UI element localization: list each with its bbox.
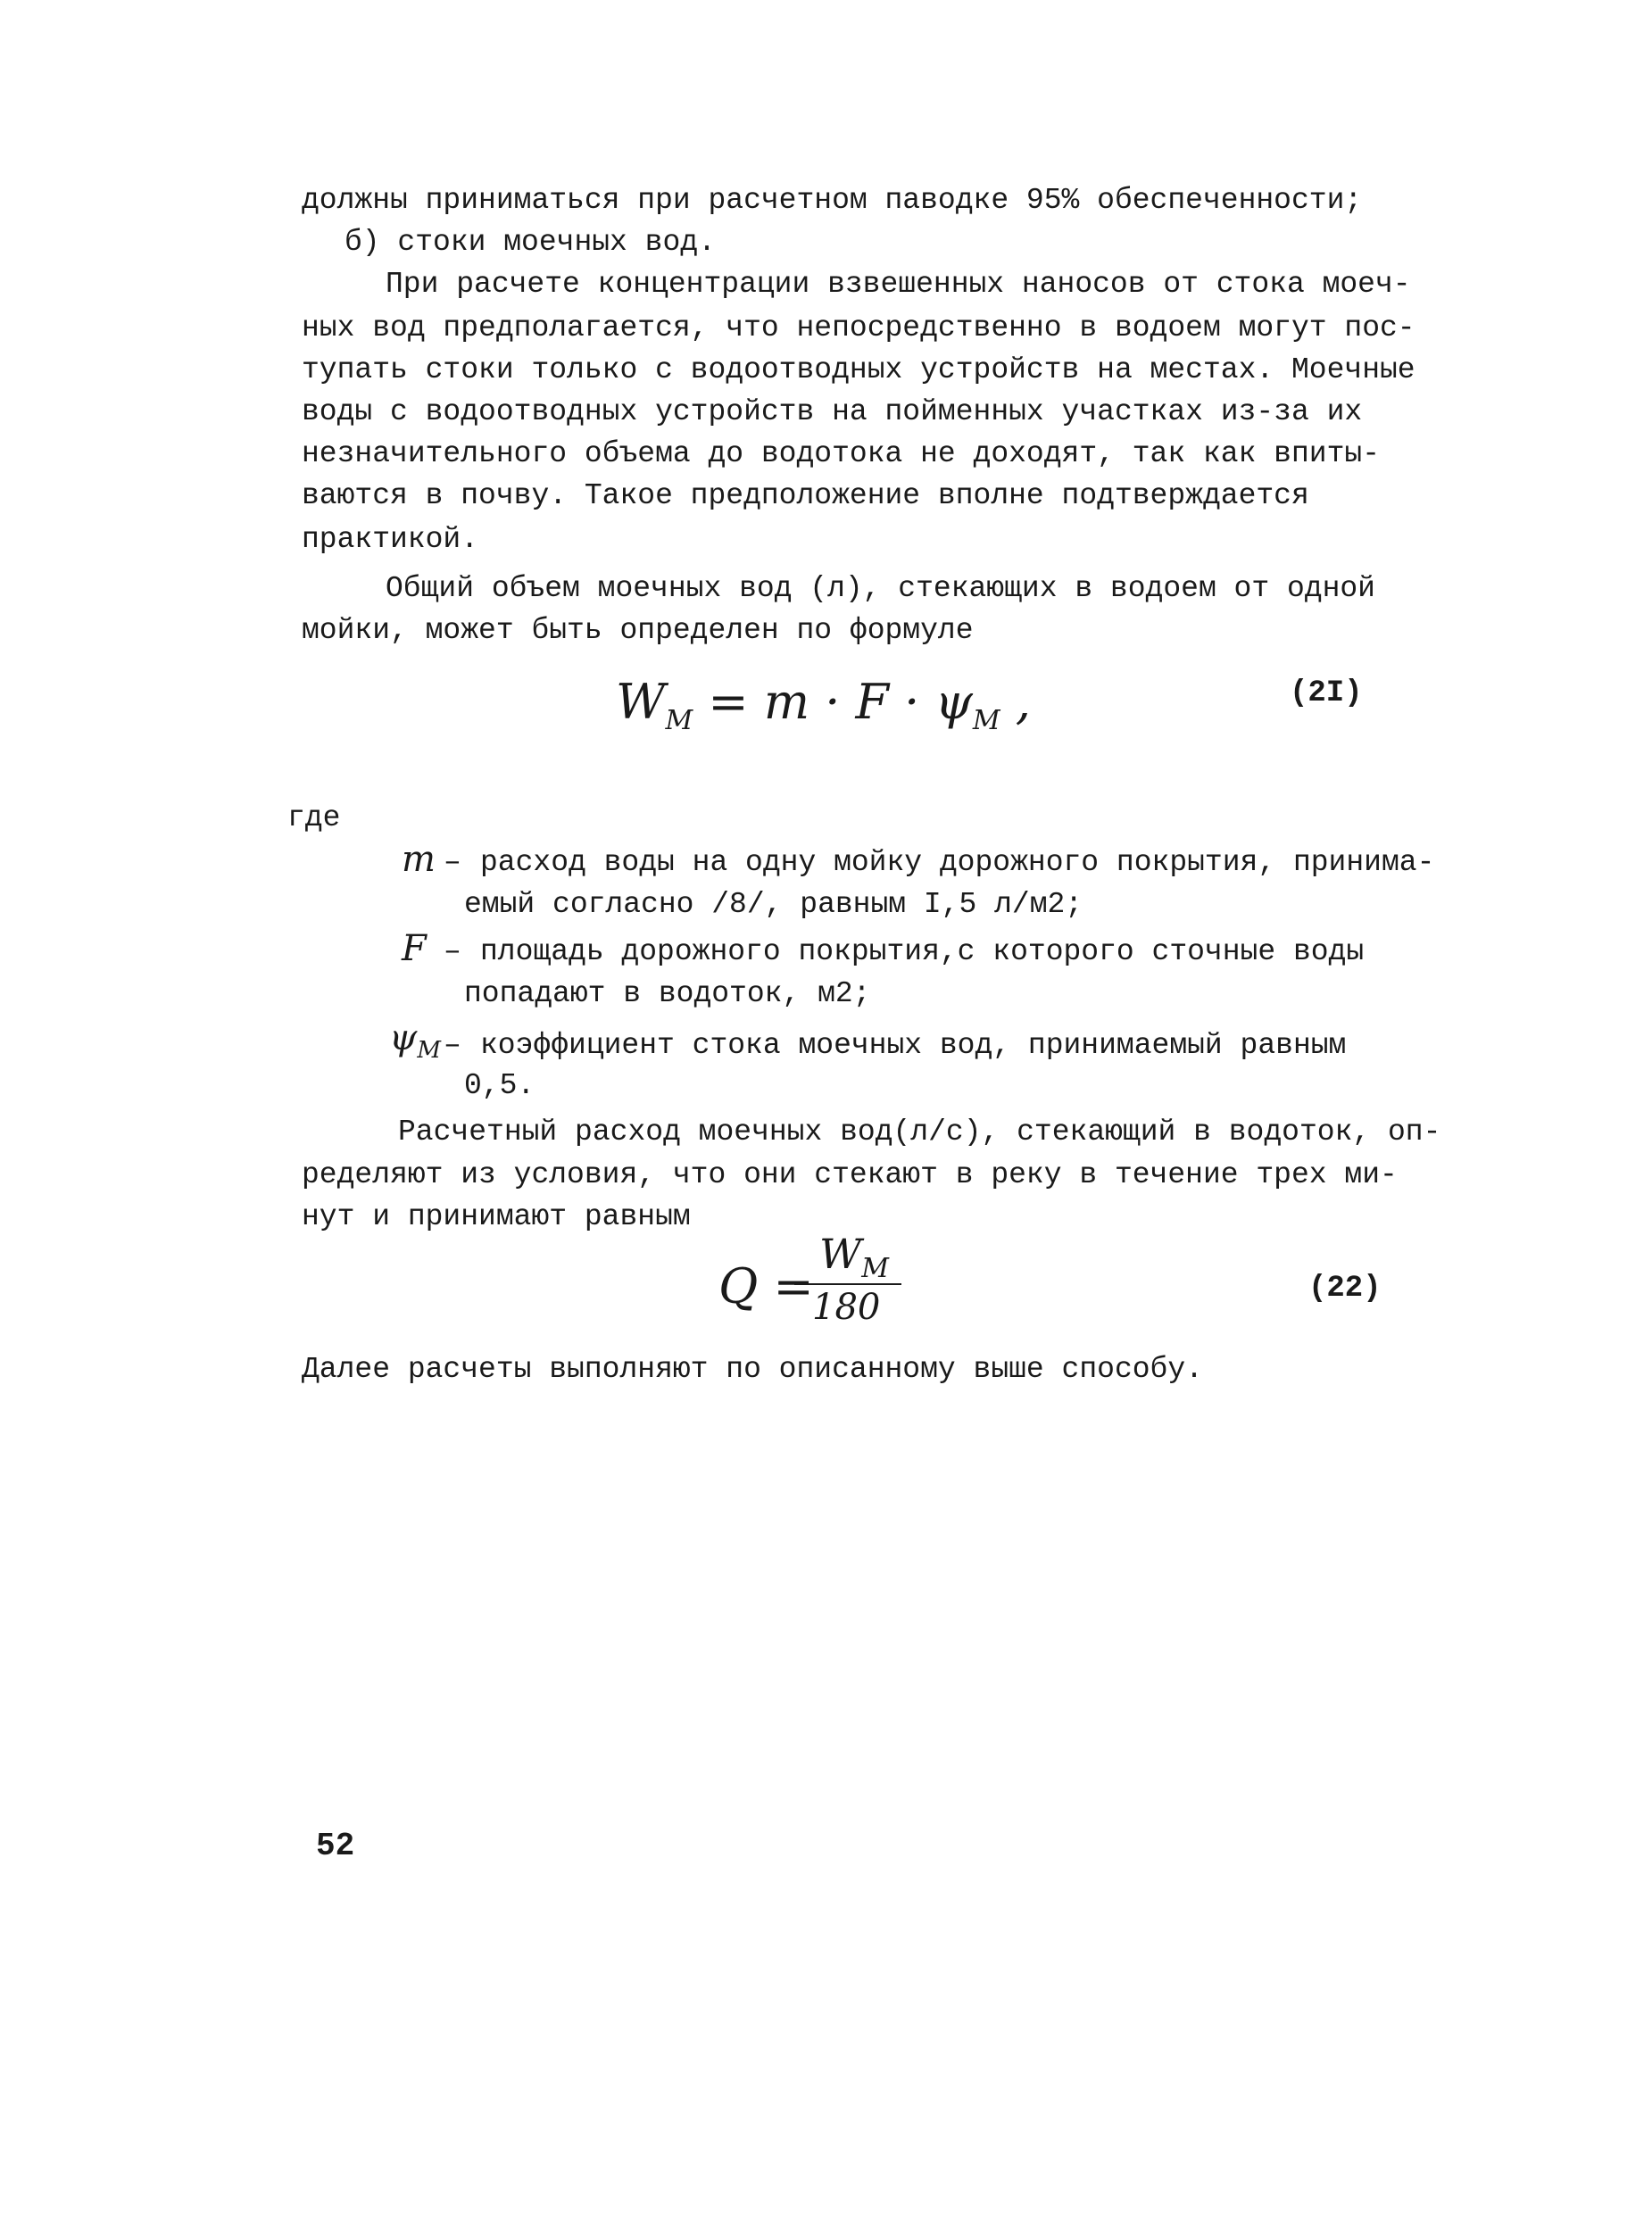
text-line: тупать стоки только с водоотводных устройств на местах. Моечные [302,353,1415,386]
formula-22-lhs: Q = [718,1258,814,1315]
text-line: незначительного объема до водотока не доходят, так как впиты- [302,437,1380,470]
fraction-bar [794,1283,901,1285]
definition-line: площадь дорожного покрытия,с которого сточные воды [480,935,1365,968]
text-line: нут и принимают равным [302,1200,691,1233]
definition-dash: – [444,1029,461,1062]
text-line: ределяют из условия, что они стекают в реку в течение трех ми- [302,1158,1398,1191]
definition-line: 0,5. [464,1069,535,1102]
formula-tail: , [1015,674,1031,730]
text-line: воды с водоотводных устройств на пойменных участках из-за их [302,395,1363,428]
text-line: Расчетный расход моечных вод(л/с), стекающий в водоток, оп- [398,1116,1441,1149]
text-line: При расчете концентрации взвешенных наносов от стока моеч- [386,268,1411,301]
symbol-m: m [402,839,436,880]
page-number: 52 [316,1828,355,1864]
formula-22-denominator: 180 [812,1287,881,1328]
definition-line: емый согласно /8/, равным I,5 л/м2; [464,888,1083,921]
text-line: практикой. [302,523,479,556]
formula-22-numerator: $W_М$ [819,1230,889,1285]
formula-subscript: М [665,704,693,736]
formula-rhs: = m · F · ψ [708,674,973,730]
definition-dash: – [444,935,461,968]
symbol-psi: $\psi_М$ [389,1017,441,1064]
formula-21 [616,674,1031,736]
text-line: б) стоки моечных вод. [345,226,716,259]
definition-line: расход воды на одну мойку дорожного покрытия, принима- [480,846,1435,879]
text-line: должны приниматься при расчетном паводке 95% обеспеченности; [302,184,1363,217]
text-line: Общий объем моечных вод (л), стекающих в водоем от одной [386,572,1375,605]
text-line: ных вод предполагается, что непосредственно в водоем могут пос- [302,311,1415,344]
formula-subscript: М [972,704,1000,736]
equation-number: (22) [1308,1272,1382,1306]
where-label: где [287,801,341,834]
definition-line: попадают в водоток, м2; [464,977,871,1010]
definition-line: коэффициент стока моечных вод, принимаемый равным [480,1029,1347,1062]
formula-lhs: W [616,674,666,730]
text-line: ваются в почву. Такое предположение вполне подтверждается [302,479,1309,512]
symbol-f: F [402,928,427,969]
text-line: Далее расчеты выполняют по описанному выше способу. [302,1353,1203,1386]
definition-dash: – [444,846,461,879]
text-line: мойки, может быть определен по формуле [302,614,974,647]
equation-number: (2I) [1290,676,1363,710]
